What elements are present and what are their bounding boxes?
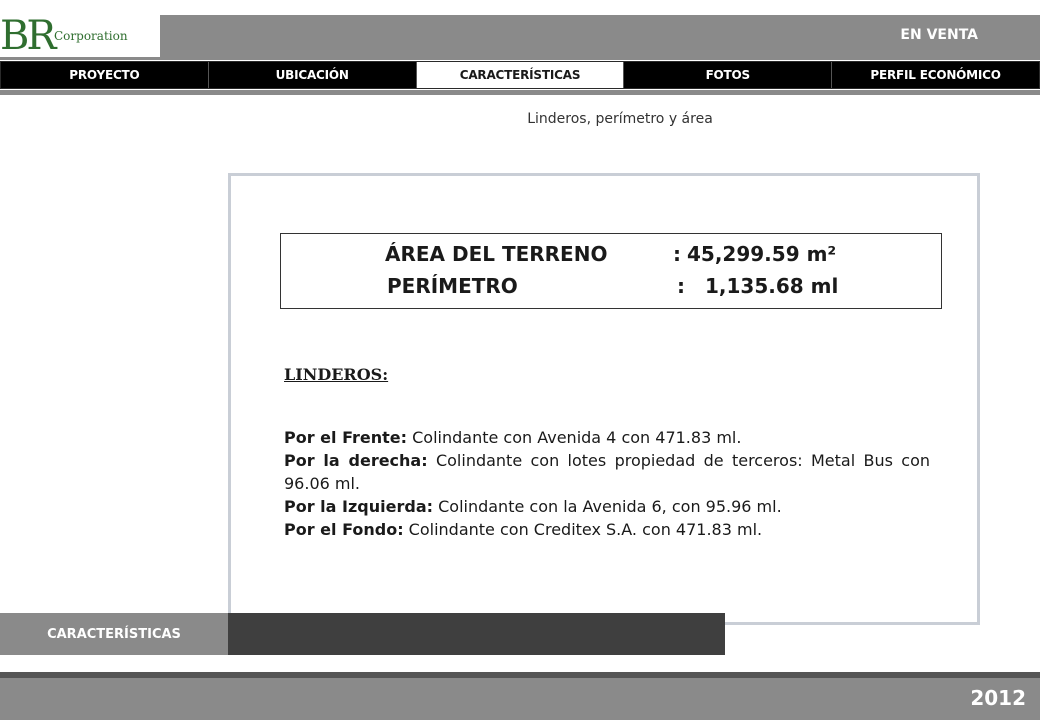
boundary-text: Colindante con Creditex S.A. con 471.83 ml.	[403, 520, 763, 539]
boundary-front	[284, 426, 930, 449]
page-subtitle: Linderos, perímetro y área	[527, 111, 713, 127]
boundary-label: Por la derecha:	[284, 451, 428, 470]
area-value: 45,299.59 m²	[687, 242, 837, 266]
perimeter-value: 1,135.68 ml	[705, 274, 839, 298]
footer-year: 2012	[970, 686, 1026, 710]
boundary-back	[284, 518, 930, 541]
tab-caracteristicas[interactable]: CARACTERÍSTICAS	[416, 62, 624, 88]
footer-bar	[0, 678, 1040, 720]
logo-wordmark: Corporation	[54, 29, 128, 43]
tab-fotos[interactable]: FOTOS	[623, 62, 831, 88]
perimeter-row	[281, 274, 941, 304]
sale-status-label: EN VENTA	[900, 27, 978, 43]
area-label: ÁREA DEL TERRENO	[385, 242, 608, 266]
perimeter-label: PERÍMETRO	[387, 274, 518, 298]
boundary-label: Por el Frente:	[284, 428, 408, 447]
area-row	[281, 242, 941, 272]
tab-ubicacion[interactable]: UBICACIÓN	[208, 62, 416, 88]
section-tabs	[0, 61, 1040, 89]
tab-perfil-economico[interactable]: PERFIL ECONÓMICO	[831, 62, 1039, 88]
tab-proyecto[interactable]: PROYECTO	[69, 68, 140, 82]
tabs-underline-bar	[0, 90, 1040, 95]
area-summary-box	[280, 233, 942, 309]
boundaries-list	[284, 426, 930, 541]
area-separator: :	[673, 242, 681, 266]
boundary-text: Colindante con Avenida 4 con 471.83 ml.	[407, 428, 742, 447]
boundary-left	[284, 495, 930, 518]
section-label: CARACTERÍSTICAS	[0, 613, 228, 655]
company-logo[interactable]	[0, 15, 160, 57]
boundary-text: Colindante con la Avenida 6, con 95.96 ml.	[433, 497, 782, 516]
boundary-label: Por el Fondo:	[284, 520, 404, 539]
boundary-label: Por la Izquierda:	[284, 497, 434, 516]
linderos-heading: LINDEROS:	[284, 365, 389, 384]
boundary-right	[284, 449, 930, 495]
boundary-text: Colindante con lotes propiedad de terceros: Metal Bus con 96.06 ml.	[284, 451, 930, 493]
logo-initials: BR	[0, 13, 54, 59]
perimeter-separator: :	[677, 274, 685, 298]
